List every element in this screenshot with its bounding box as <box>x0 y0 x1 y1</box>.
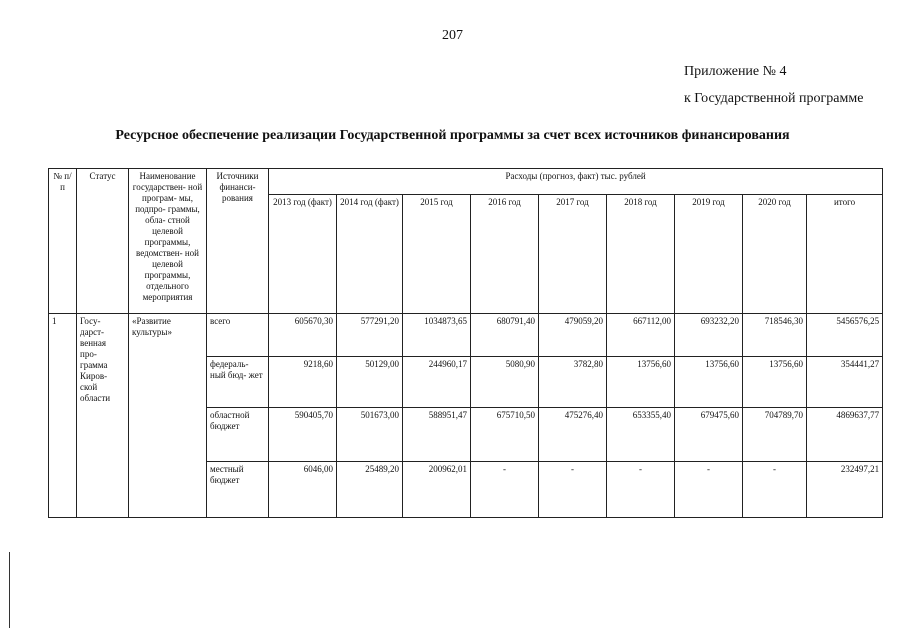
value-2017: 3782,80 <box>539 357 607 408</box>
scan-margin-line <box>9 552 10 628</box>
value-2016: 5080,90 <box>471 357 539 408</box>
value-2016: 675710,50 <box>471 408 539 462</box>
value-2015: 244960,17 <box>403 357 471 408</box>
value-2018: 653355,40 <box>607 408 675 462</box>
page-number: 207 <box>442 28 463 43</box>
entry-name: «Развитие культуры» <box>129 314 207 518</box>
appendix-title: Приложение № 4 <box>684 64 787 79</box>
header-status: Статус <box>77 169 129 314</box>
header-expenses: Расходы (прогноз, факт) тыс. рублей <box>269 169 883 195</box>
value-2013: 6046,00 <box>269 462 337 518</box>
source-label: федераль- ный бюд- жет <box>207 357 269 408</box>
value-total: 232497,21 <box>807 462 883 518</box>
value-2020: 704789,70 <box>743 408 807 462</box>
value-2019: - <box>675 462 743 518</box>
resource-table <box>48 168 883 518</box>
appendix-subtitle: к Государственной программе <box>684 91 864 106</box>
header-year-2019: 2019 год <box>675 195 743 314</box>
value-2016: - <box>471 462 539 518</box>
value-2017: 479059,20 <box>539 314 607 357</box>
header-name: Наименование государствен- ной програм- мы, подпро- граммы, обла- стной целевой программы, ведомствен- ной целевой программы, отдельного мероприятия <box>129 169 207 314</box>
value-2013: 590405,70 <box>269 408 337 462</box>
value-2019: 693232,20 <box>675 314 743 357</box>
table-row-total <box>49 314 883 357</box>
value-2019: 679475,60 <box>675 408 743 462</box>
source-label: всего <box>207 314 269 357</box>
value-total: 5456576,25 <box>807 314 883 357</box>
value-2020: 718546,30 <box>743 314 807 357</box>
value-2013: 605670,30 <box>269 314 337 357</box>
header-year-2015: 2015 год <box>403 195 471 314</box>
value-2020: 13756,60 <box>743 357 807 408</box>
value-2015: 200962,01 <box>403 462 471 518</box>
value-2015: 1034873,65 <box>403 314 471 357</box>
value-2014: 50129,00 <box>337 357 403 408</box>
value-2014: 577291,20 <box>337 314 403 357</box>
header-year-2018: 2018 год <box>607 195 675 314</box>
value-2017: 475276,40 <box>539 408 607 462</box>
value-total: 354441,27 <box>807 357 883 408</box>
header-year-2017: 2017 год <box>539 195 607 314</box>
value-2017: - <box>539 462 607 518</box>
header-year-2014: 2014 год (факт) <box>337 195 403 314</box>
value-2019: 13756,60 <box>675 357 743 408</box>
document-title: Ресурсное обеспечение реализации Государственной программы за счет всех источников финансирования <box>115 128 790 143</box>
value-total: 4869637,77 <box>807 408 883 462</box>
header-sources: Источники финанси- рования <box>207 169 269 314</box>
source-label: областной бюджет <box>207 408 269 462</box>
header-num: № п/п <box>49 169 77 314</box>
entry-status: Госу- дарст- венная про- грамма Киров- ской области <box>77 314 129 518</box>
value-2013: 9218,60 <box>269 357 337 408</box>
value-2014: 25489,20 <box>337 462 403 518</box>
source-label: местный бюджет <box>207 462 269 518</box>
value-2018: - <box>607 462 675 518</box>
value-2015: 588951,47 <box>403 408 471 462</box>
entry-num: 1 <box>49 314 77 518</box>
value-2020: - <box>743 462 807 518</box>
header-year-2013: 2013 год (факт) <box>269 195 337 314</box>
value-2018: 13756,60 <box>607 357 675 408</box>
value-2016: 680791,40 <box>471 314 539 357</box>
header-total: итого <box>807 195 883 314</box>
header-row-top <box>49 169 883 195</box>
header-year-2020: 2020 год <box>743 195 807 314</box>
header-year-2016: 2016 год <box>471 195 539 314</box>
value-2014: 501673,00 <box>337 408 403 462</box>
value-2018: 667112,00 <box>607 314 675 357</box>
